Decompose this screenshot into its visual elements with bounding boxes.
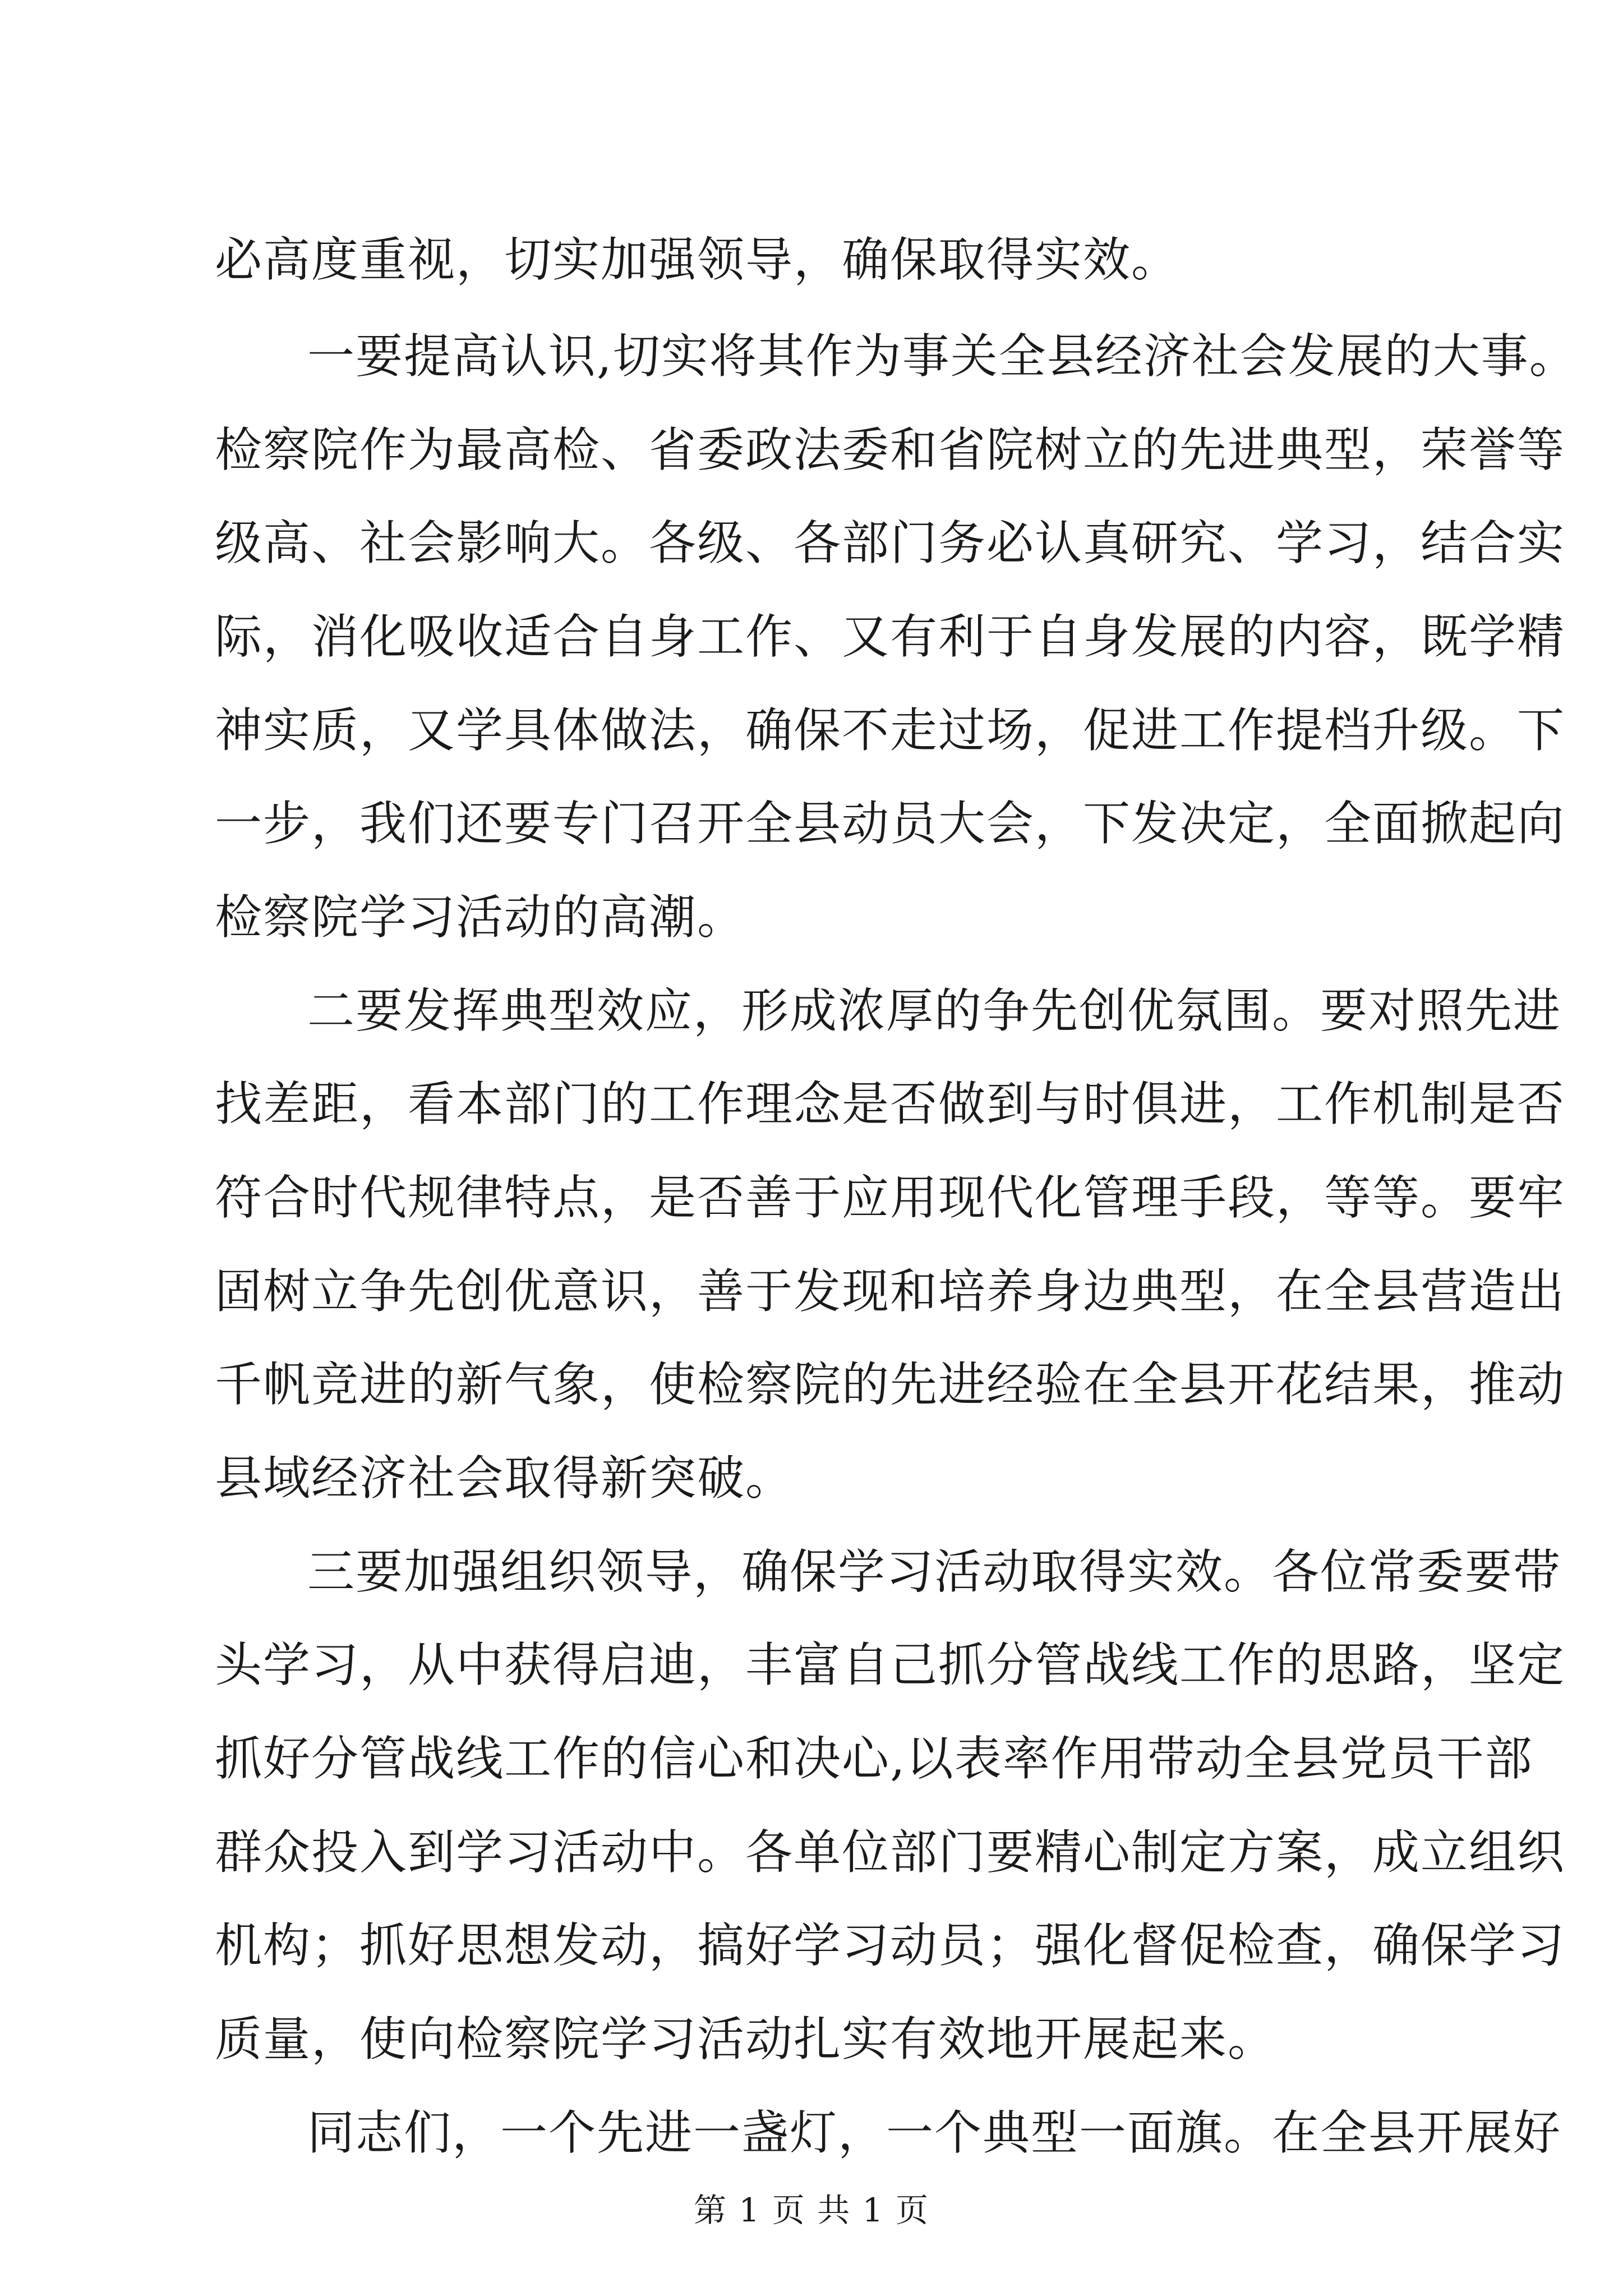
text-line: 检察院学习活动的高潮。	[215, 890, 746, 945]
paragraph-3-first-line: 三要加强组织领导，确保学习活动取得实效。各位常委要带	[307, 1544, 1562, 1599]
text-line: 神实质，又学具体做法，确保不走过场，促进工作提档升级。下	[215, 703, 1566, 758]
text-line: 千帆竞进的新气象，使检察院的先进经验在全县开花结果，推动	[215, 1357, 1566, 1412]
paragraph-2-first-line: 二要发挥典型效应，形成浓厚的争先创优氛围。要对照先进	[307, 983, 1562, 1038]
text-line: 群众投入到学习活动中。各单位部门要精心制定方案，成立组织	[215, 1825, 1566, 1880]
text-line: 际，消化吸收适合自身工作、又有利于自身发展的内容，既学精	[215, 609, 1566, 664]
text-line: 找差距，看本部门的工作理念是否做到与时俱进，工作机制是否	[215, 1076, 1566, 1131]
paragraph-1-first-line: 一要提高认识,切实将其作为事关全县经济社会发展的大事。	[307, 329, 1578, 384]
text-line: 抓好分管战线工作的信心和决心,以表率作用带动全县党员干部	[215, 1731, 1533, 1786]
text-line: 级高、社会影响大。各级、各部门务必认真研究、学习，结合实	[215, 516, 1566, 570]
text-line: 检察院作为最高检、省委政法委和省院树立的先进典型，荣誉等	[215, 422, 1566, 477]
text-line: 固树立争先创优意识，善于发现和培养身边典型，在全县营造出	[215, 1264, 1566, 1319]
text-line: 机构；抓好思想发动，搞好学习动员；强化督促检查，确保学习	[215, 1918, 1566, 1973]
text-line: 符合时代规律特点，是否善于应用现代化管理手段，等等。要牢	[215, 1170, 1566, 1225]
text-line: 一步，我们还要专门召开全县动员大会，下发决定，全面掀起向	[215, 796, 1566, 851]
text-line: 县域经济社会取得新突破。	[215, 1451, 794, 1506]
text-line: 头学习，从中获得启迪，丰富自己抓分管战线工作的思路，坚定	[215, 1637, 1566, 1692]
paragraph-4-first-line: 同志们，一个先进一盏灯，一个典型一面旗。在全县开展好	[307, 2105, 1562, 2160]
text-line: 质量，使向检察院学习活动扎实有效地开展起来。	[215, 2012, 1276, 2067]
page-footer: 第 1 页 共 1 页	[694, 2191, 929, 2229]
text-line: 必高度重视，切实加强领导，确保取得实效。	[215, 232, 1180, 287]
